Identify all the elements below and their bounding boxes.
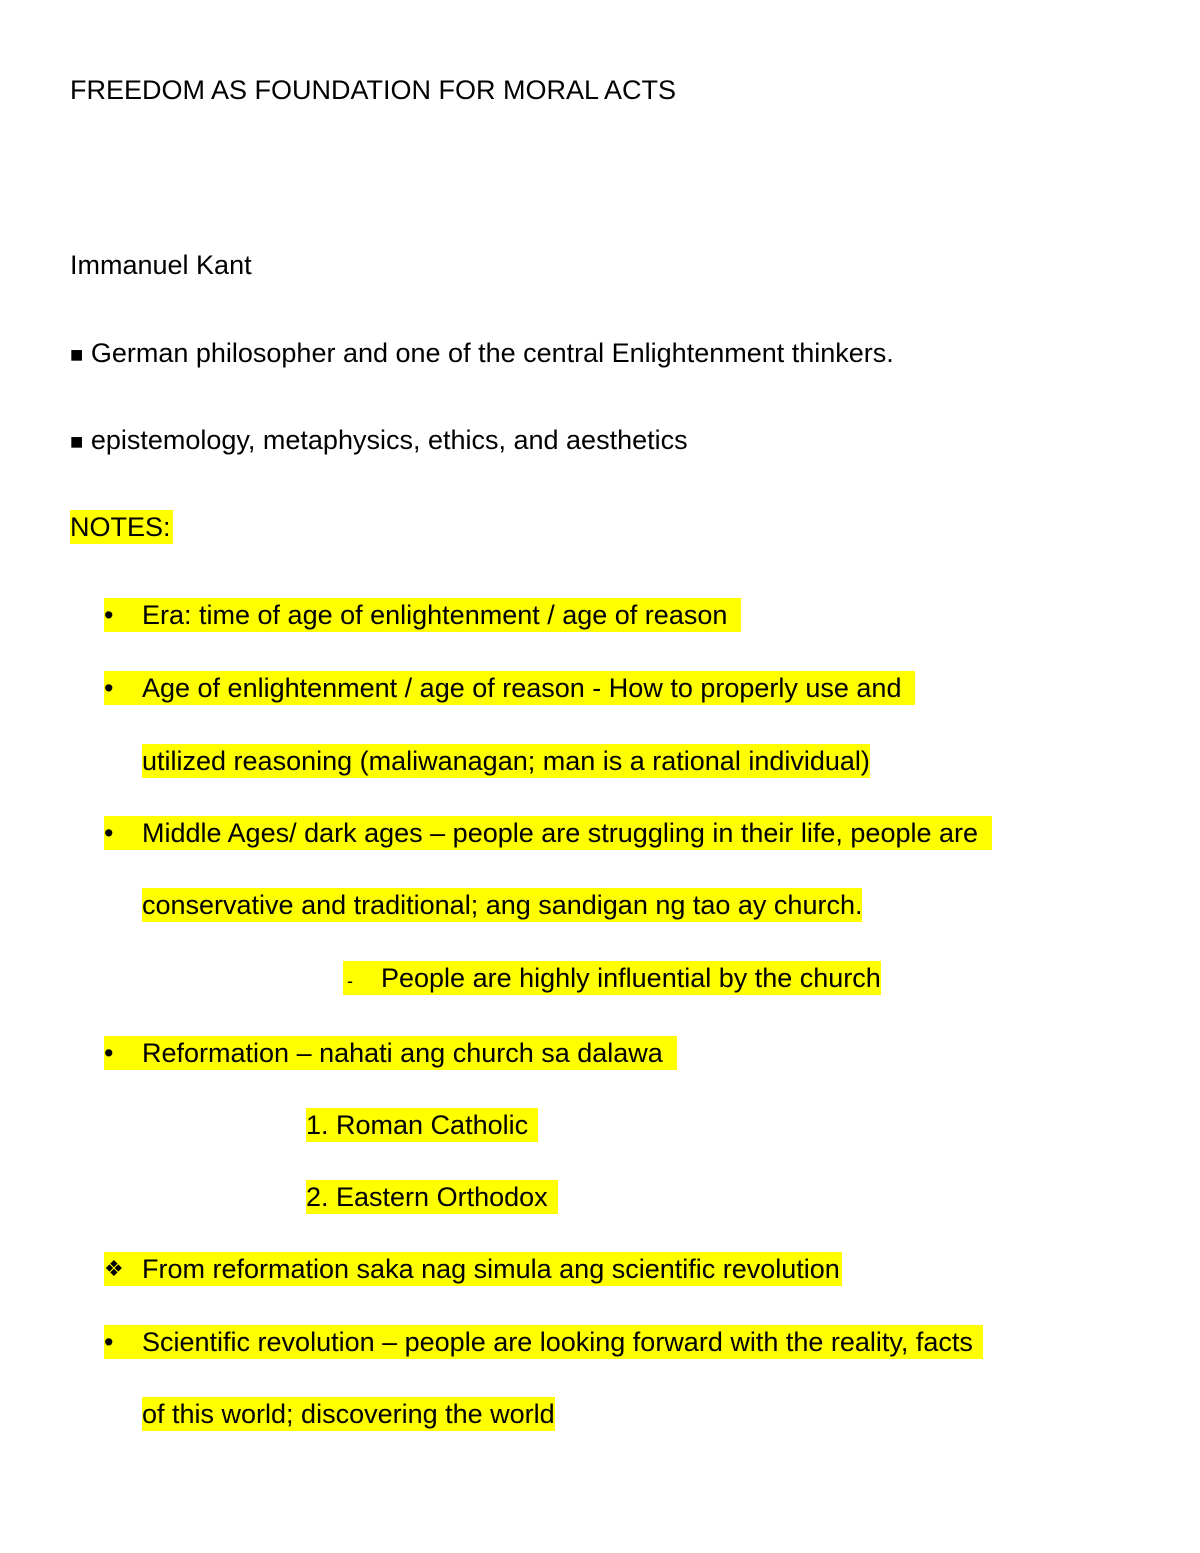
square-bullet-icon: ■: [70, 429, 84, 454]
diamond-bullet-icon: ❖: [104, 1256, 124, 1281]
note-text: From reformation saka nag simula ang scientific revolution: [142, 1254, 840, 1284]
bullet-dot-icon: •: [104, 673, 114, 703]
note-middle-ages-sub: [343, 961, 881, 995]
note-scientific-start: [104, 1252, 842, 1286]
bullet-dot-icon: •: [104, 1327, 114, 1357]
bullet-dot-icon: •: [104, 1038, 114, 1068]
note-middle-ages: [104, 816, 992, 850]
note-era: [104, 598, 741, 632]
fact-item: [70, 423, 688, 457]
note-scientific: [104, 1325, 983, 1359]
note-reformation: [104, 1036, 677, 1070]
note-text: Age of enlightenment / age of reason - How to properly use and: [142, 673, 902, 703]
note-text: Middle Ages/ dark ages – people are struggling in their life, people are: [142, 818, 979, 848]
note-enlightenment: [104, 671, 915, 705]
notes-heading: NOTES:: [70, 512, 171, 542]
square-bullet-icon: ■: [70, 342, 84, 367]
note-text: Reformation – nahati ang church sa dalawa: [142, 1038, 663, 1068]
note-middle-ages-cont: conservative and traditional; ang sandigan ng tao ay church.: [142, 890, 863, 920]
note-text: People are highly influential by the church: [381, 963, 881, 993]
fact-item: [70, 336, 894, 370]
bullet-dot-icon: •: [104, 818, 114, 848]
fact-text: epistemology, metaphysics, ethics, and aesthetics: [90, 425, 688, 455]
fact-text: German philosopher and one of the central Enlightenment thinkers.: [90, 338, 894, 368]
bullet-dot-icon: •: [104, 600, 114, 630]
dash-icon: -: [347, 971, 353, 991]
note-scientific-cont: of this world; discovering the world: [142, 1399, 555, 1429]
note-enlightenment-cont: utilized reasoning (maliwanagan; man is a rational individual): [142, 746, 870, 776]
reformation-item: 2. Eastern Orthodox: [306, 1180, 558, 1214]
reformation-item: 1. Roman Catholic: [306, 1108, 538, 1142]
person-heading: Immanuel Kant: [70, 250, 252, 280]
note-text: Era: time of age of enlightenment / age of reason: [142, 600, 728, 630]
note-text: Scientific revolution – people are looking forward with the reality, facts: [142, 1327, 973, 1357]
document-title: FREEDOM AS FOUNDATION FOR MORAL ACTS: [70, 75, 677, 105]
